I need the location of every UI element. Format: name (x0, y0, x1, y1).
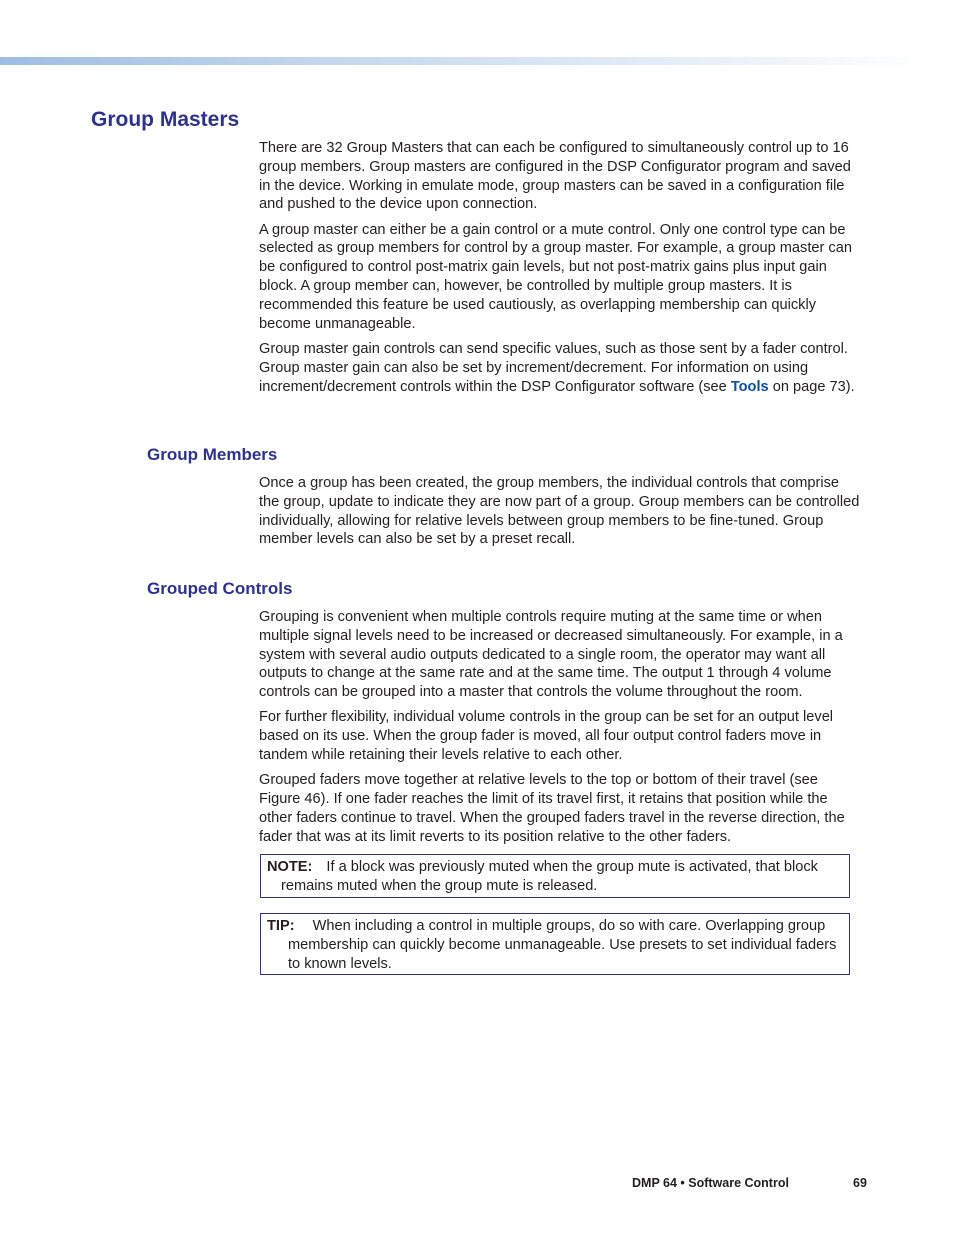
note-text: If a block was previously muted when the group mute is activated, that block remains muted when the group mute is released. (281, 859, 818, 894)
paragraph: For further flexibility, individual volume controls in the group can be set for an output level based on its use. When the group fader is moved, all four output control faders move in tandem while retaining their levels relative to each other. (259, 709, 834, 764)
grouped-controls-body (259, 608, 861, 853)
section-heading-group-masters: Group Masters (91, 108, 240, 131)
header-accent-bar (0, 57, 930, 65)
paragraph: Grouped faders move together at relative levels to the top or bottom of their travel (see Figure 46). If one fader reaches the limit of its travel first, it retains that position while the other faders continue to travel. When the grouped faders travel in the reverse direction, the fader that was at its limit reverts to its position relative to the other faders. (259, 772, 845, 845)
paragraph-text: on page 73). (768, 378, 855, 395)
tools-link[interactable]: Tools (730, 378, 769, 395)
paragraph: A group master can either be a gain control or a mute control. Only one control type can be selected as group members for control by a group master. For example, a group master can be configured to control post-matrix gain levels, but not post-matrix gains plus input gain block. A group member can, however, be controlled by multiple group masters. It is recommended this feature be used cautiously, as overlapping membership can quickly become unmanageable. (259, 221, 852, 332)
tip-text: When including a control in multiple groups, do so with care. Overlapping group membership can quickly become unmanageable. Use presets to set individual faders to known levels. (288, 918, 837, 972)
footer-document-title: DMP 64 • Software Control (632, 1176, 789, 1190)
tip-content (267, 917, 843, 973)
paragraph: There are 32 Group Masters that can each be configured to simultaneously control up to 16 group members. Group masters are configured in the DSP Configurator program and saved in the device. Working in emulate mode, group masters can be saved in a configuration file and pushed to the device upon connection. (259, 140, 851, 213)
paragraph-text: Group master gain controls can send specific values, such as those sent by a fader control. Group master gain can also be set by increment/decrement. For information on using increment/decrement controls within the DSP Configurator software (see (259, 340, 848, 395)
tip-box (260, 913, 850, 975)
paragraph-with-link (259, 340, 861, 396)
paragraph: Once a group has been created, the group members, the individual controls that comprise the group, update to indicate they are now part of a group. Group members can be controlled individually, allowing for relative levels between group members to be fine-tuned. Group member levels can also be set by a preset recall. (259, 475, 860, 548)
paragraph: Grouping is convenient when multiple controls require muting at the same time or when multiple signal levels need to be increased or decreased simultaneously. For example, in a system with several audio outputs dedicated to a single room, the operator may want all outputs to change at the same rate and at the same time. The output 1 through 4 volume controls can be grouped into a master that controls the volume throughout the room. (259, 609, 843, 701)
subsection-heading-grouped-controls: Grouped Controls (147, 579, 293, 598)
group-members-body (259, 474, 861, 556)
note-label: NOTE: (267, 859, 313, 875)
note-box (260, 854, 850, 898)
note-content (267, 858, 843, 896)
page-number: 69 (853, 1176, 867, 1190)
group-masters-body (259, 139, 861, 403)
tip-label: TIP: (267, 918, 295, 934)
page-footer (632, 1175, 867, 1191)
subsection-heading-group-members: Group Members (147, 445, 278, 464)
